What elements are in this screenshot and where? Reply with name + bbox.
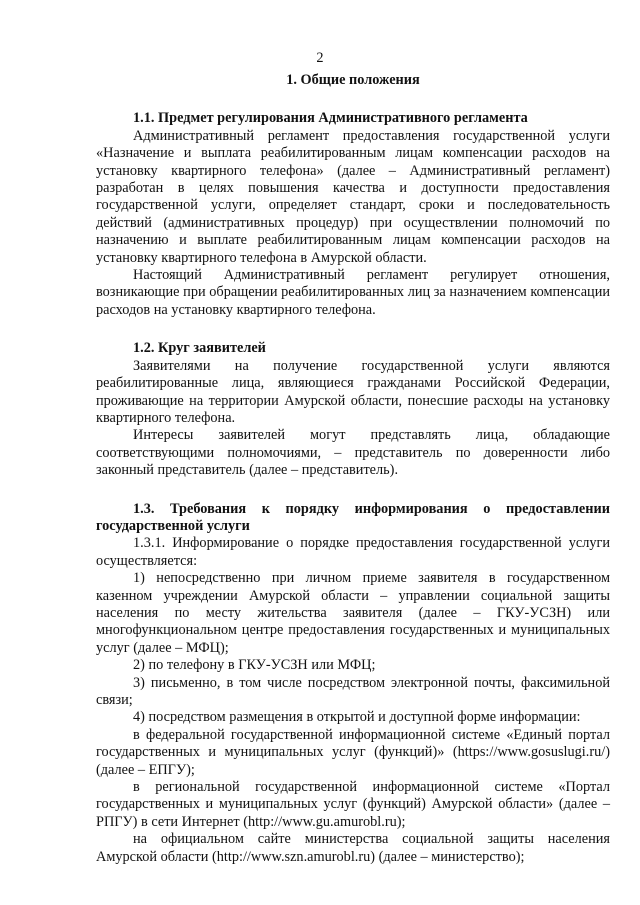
- subsection-title-1-1: 1.1. Предмет регулирования Административного регламента: [133, 110, 528, 127]
- paragraph: Заявителями на получение государственной услуги являются реабилитированные лица, являющиеся гражданами Российской Федерации, проживающие на территории Амурской области, понесшие расходы на установку квартирного телефона.: [96, 357, 610, 426]
- paragraph: Настоящий Административный регламент регулирует отношения, возникающие при обращении реабилитированных лиц за назначением компенсации расходов на установку квартирного телефона.: [96, 267, 610, 318]
- paragraph: 1.3.1. Информирование о порядке предоставления государственной услуги осуществляется:: [96, 535, 610, 569]
- document-body: [96, 72, 610, 866]
- list-item: 1) непосредственно при личном приеме заявителя в государственном казенном учреждении Амурской области – управлении социальной защиты населения по месту жительства заявителя (далее – ГКУ-УСЗН) или многофункциональном центре предоставления государственных и муниципальных услуг (далее – МФЦ);: [96, 570, 610, 656]
- list-item: 2) по телефону в ГКУ-УСЗН или МФЦ;: [133, 657, 376, 674]
- paragraph: Административный регламент предоставления государственной услуги «Назначение и выплата реабилитированным лицам компенсации расходов на установку квартирного телефона» (далее – Административный регламент) разработан в целях повышения качества и доступности предоставления государственной услуги, определяет стандарт, сроки и последовательность действий (административных процедур) при осуществлении полномочий по назначению и выплате реабилитированным лицам компенсации расходов на установку квартирного телефона в Амурской области.: [96, 127, 610, 266]
- list-item: 3) письменно, в том числе посредством электронной почты, факсимильной связи;: [96, 674, 610, 708]
- section-title: 1. Общие положения: [286, 72, 420, 88]
- subsection-title-1-2: 1.2. Круг заявителей: [133, 340, 266, 357]
- list-item: 4) посредством размещения в открытой и доступной форме информации:: [133, 709, 581, 726]
- page-number: 2: [316, 50, 324, 66]
- list-item: в федеральной государственной информационной системе «Единый портал государственных и муниципальных услуг (функций)» (https://www.gosuslugi.ru/) (далее – ЕПГУ);: [96, 726, 610, 778]
- subsection-title-1-3: 1.3. Требования к порядку информирования о предоставлении государственной услуги: [96, 500, 610, 534]
- list-item: в региональной государственной информационной системе «Портал государственных и муниципальных услуг (функций) Амурской области» (далее – РПГУ) в сети Интернет (http://www.gu.amurobl.ru);: [96, 779, 610, 830]
- paragraph: Интересы заявителей могут представлять лица, обладающие соответствующими полномочиями, – представитель по доверенности либо законный представитель (далее – представитель).: [96, 427, 610, 479]
- list-item: на официальном сайте министерства социальной защиты населения Амурской области (http://www.szn.amurobl.ru) (далее – министерство);: [96, 831, 610, 865]
